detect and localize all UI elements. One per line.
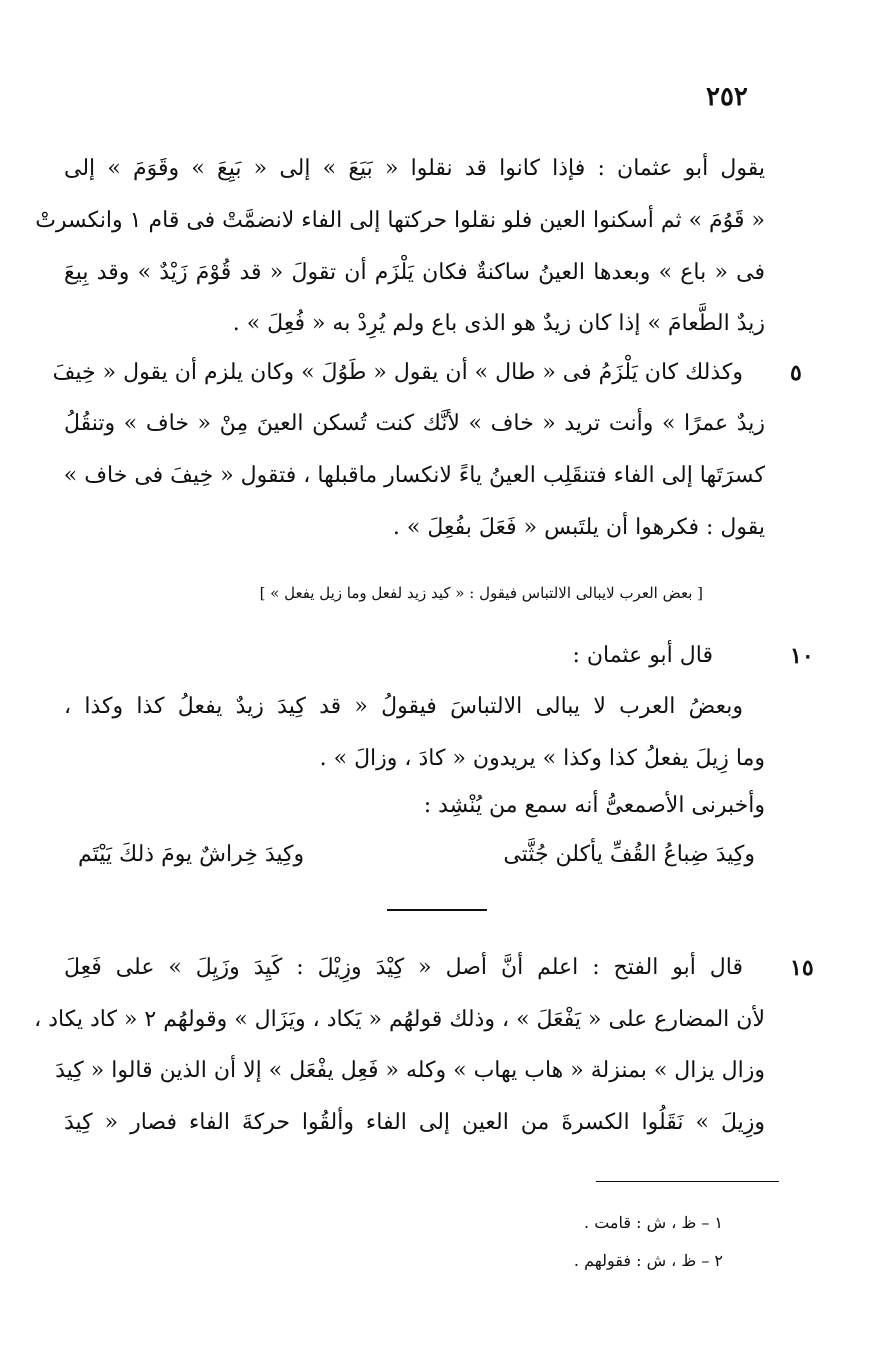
- text-line: وكذلك كان يَلْزَمُ فى « طال » أن يقول « طَوُلَ » وكان يلزم أن يقول « خِيفَ: [52, 360, 743, 385]
- line-number: ٥: [790, 360, 802, 386]
- text-line: زيدٌ عمرًا » وأنت تريد « خاف » لأنَّك كنت تُسكن العينَ مِنْ « خاف » وتنقُلُ: [64, 411, 765, 436]
- text-line: كسرَتَها إلى الفاء فتنقَلِب العينُ ياءً لانكسار ماقبلها ، فتقول « خِيفَ فى خاف »: [63, 463, 765, 488]
- text-line: « قَوُمَ » ثم أسكنوا العين فلو نقلوا حركتها إلى الفاء لانضمَّتْ فى قام ١ وانكسرتْ: [35, 208, 765, 233]
- footnote: ٢ – ظ ، ش : فقولهم .: [573, 1251, 723, 1270]
- footnote-divider: [596, 1181, 779, 1182]
- text-line: زيدٌ الطَّعامَ » إذا كان زيدٌ هو الذى باع ولم يُرِدْ به « فُعِلَ » .: [232, 311, 765, 336]
- text-line: وبعضُ العرب لا يبالى الالتباسَ فيقولُ « قد كِيدَ زيدٌ يفعلُ كذا وكذا ،: [64, 694, 743, 719]
- text-line: يقول : فكرهوا أن يلتَبس « فَعَلَ بفُعِلَ » .: [392, 515, 765, 540]
- text-line: لأن المضارع على « يَفْعَلَ » ، وذلك قولهُم « يَكاد ، ويَزَال » وقولهُم ٢ « كاد يكاد ،: [34, 1007, 765, 1032]
- text-line: قال أبو الفتح : اعلم أنَّ أصل « كِيْدَ وزِيْلَ : كَيِدَ وزَيِلَ » على فَعِلَ: [64, 955, 743, 980]
- verse-first-hemistich: وكِيدَ ضِباعُ القُفِّ يأكلن جُثَّتى: [503, 842, 755, 867]
- text-line: وما زِيلَ يفعلُ كذا وكذا » يريدون « كادَ ، وزالَ » .: [319, 746, 765, 771]
- verse-second-hemistich: وكِيدَ خِراشٌ يومَ ذلكَ يَيْتَم: [78, 842, 305, 867]
- text-line: وأخبرنى الأصمعىُّ أنه سمع من يُنْشِد :: [423, 793, 765, 818]
- text-line: يقول أبو عثمان : فإذا كانوا قد نقلوا « بَيَعَ » إلى « بَيِعَ » وقَوَمَ » إلى: [64, 156, 765, 181]
- poetry-verse: [78, 842, 755, 867]
- text-line: وزال يزال » بمنزلة « هاب يهاب » وكله « فَعِل يفْعَل » إلا أن الذين قالوا « كِيدَ: [55, 1058, 765, 1083]
- text-line: وزِيلَ » نَقَلُوا الكسرةَ من العين إلى الفاء وألقُوا حركةَ الفاء فصار « كِيدَ: [64, 1110, 765, 1135]
- footnote: ١ – ظ ، ش : قامت .: [584, 1213, 723, 1232]
- line-number: ١٠: [790, 643, 814, 669]
- page-number: ٢٥٢: [706, 82, 748, 112]
- text-line: فى « باع » وبعدها العينُ ساكنةٌ فكان يَلْزَم أن تقولَ « قد قُوْمَ زَيْدٌ » وقد بِيعَ: [64, 260, 765, 285]
- line-number: ١٥: [790, 955, 814, 981]
- text-line: قال أبو عثمان :: [572, 643, 713, 668]
- section-divider: [387, 909, 487, 911]
- editorial-note: [ بعض العرب لايبالى الالتباس فيقول : « كيد زيد لفعل وما زيل يفعل » ]: [259, 584, 703, 602]
